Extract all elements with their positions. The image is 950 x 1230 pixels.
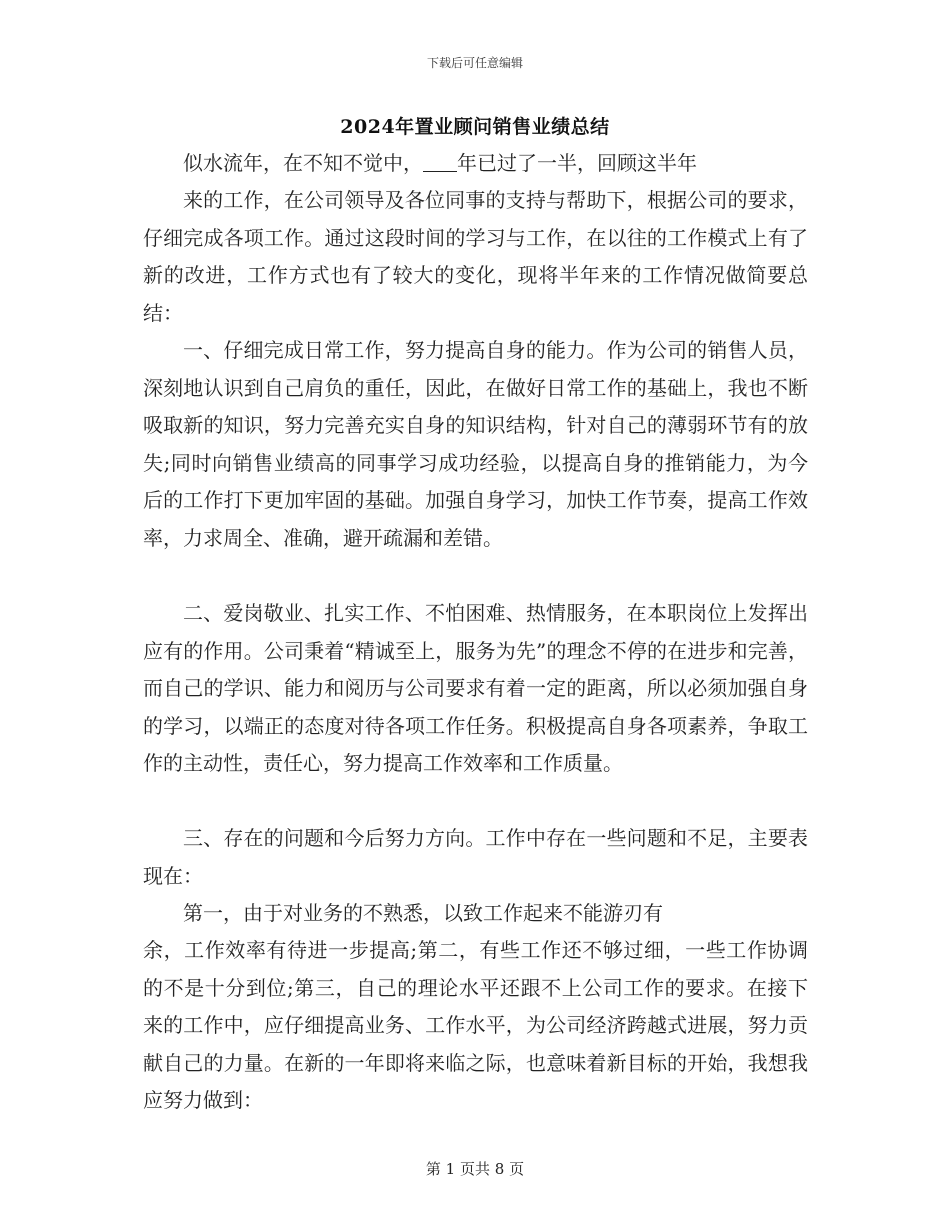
paragraph-section-2: 二、爱岗敬业、扎实工作、不怕困难、热情服务，在本职岗位上发挥出应有的作用。公司秉着“精诚至上，服务为先”的理念不停的在进步和完善，而自己的学识、能力和阅历与公司要求有着一定的距离，所以必须加强自身的学习，以端正的态度对待各项工作任务。积极提高自身各项素养，争取工作的主动性，责任心，努力提高工作效率和工作质量。 — [143, 601, 808, 775]
paragraph-problems-line: 第一，由于对业务的不熟悉，以致工作起来不能游刃有 — [183, 901, 663, 925]
paragraph-section-1: 一、仔细完成日常工作，努力提高自身的能力。作为公司的销售人员，深刻地认识到自己肩负的重任，因此，在做好日常工作的基础上，我也不断吸取新的知识，努力完善充实自身的知识结构，针对自己的薄弱环节有的放失;同时向销售业绩高的同事学习成功经验，以提高自身的推销能力，为今后的工作打下更加牢固的基础。加强自身学习，加快工作节奏，提高工作效率，力求周全、准确，避开疏漏和差错。 — [143, 338, 808, 550]
paragraph-intro: 来的工作，在公司领导及各位同事的支持与帮助下，根据公司的要求，仔细完成各项工作。通过这段时间的学习与工作，在以往的工作模式上有了新的改进，工作方式也有了较大的变化，现将半年来的工作情况做简要总结： — [143, 188, 808, 325]
document-title: 2024年置业顾问销售业绩总结 — [340, 116, 610, 138]
header-note: 下载后可任意编辑 — [426, 56, 523, 70]
paragraph-section-3: 三、存在的问题和今后努力方向。工作中存在一些问题和不足，主要表现在： — [143, 826, 808, 888]
paragraph-intro-line — [143, 145, 808, 183]
page-number: 第 1 页共 8 页 — [425, 1160, 525, 1178]
year-blank — [423, 153, 457, 172]
intro-text-end: 年已过了一半，回顾这半年 — [457, 151, 697, 175]
intro-text-start: 似水流年，在不知不觉中， — [183, 151, 423, 175]
paragraph-problems: 余，工作效率有待进一步提高;第二，有些工作还不够过细，一些工作协调的不是十分到位;第三，自己的理论水平还跟不上公司工作的要求。在接下来的工作中，应仔细提高业务、工作水平，为公司经济跨越式进展，努力贡献自己的力量。在新的一年即将来临之际，也意味着新目标的开始，我想我应努力做到： — [143, 938, 808, 1112]
